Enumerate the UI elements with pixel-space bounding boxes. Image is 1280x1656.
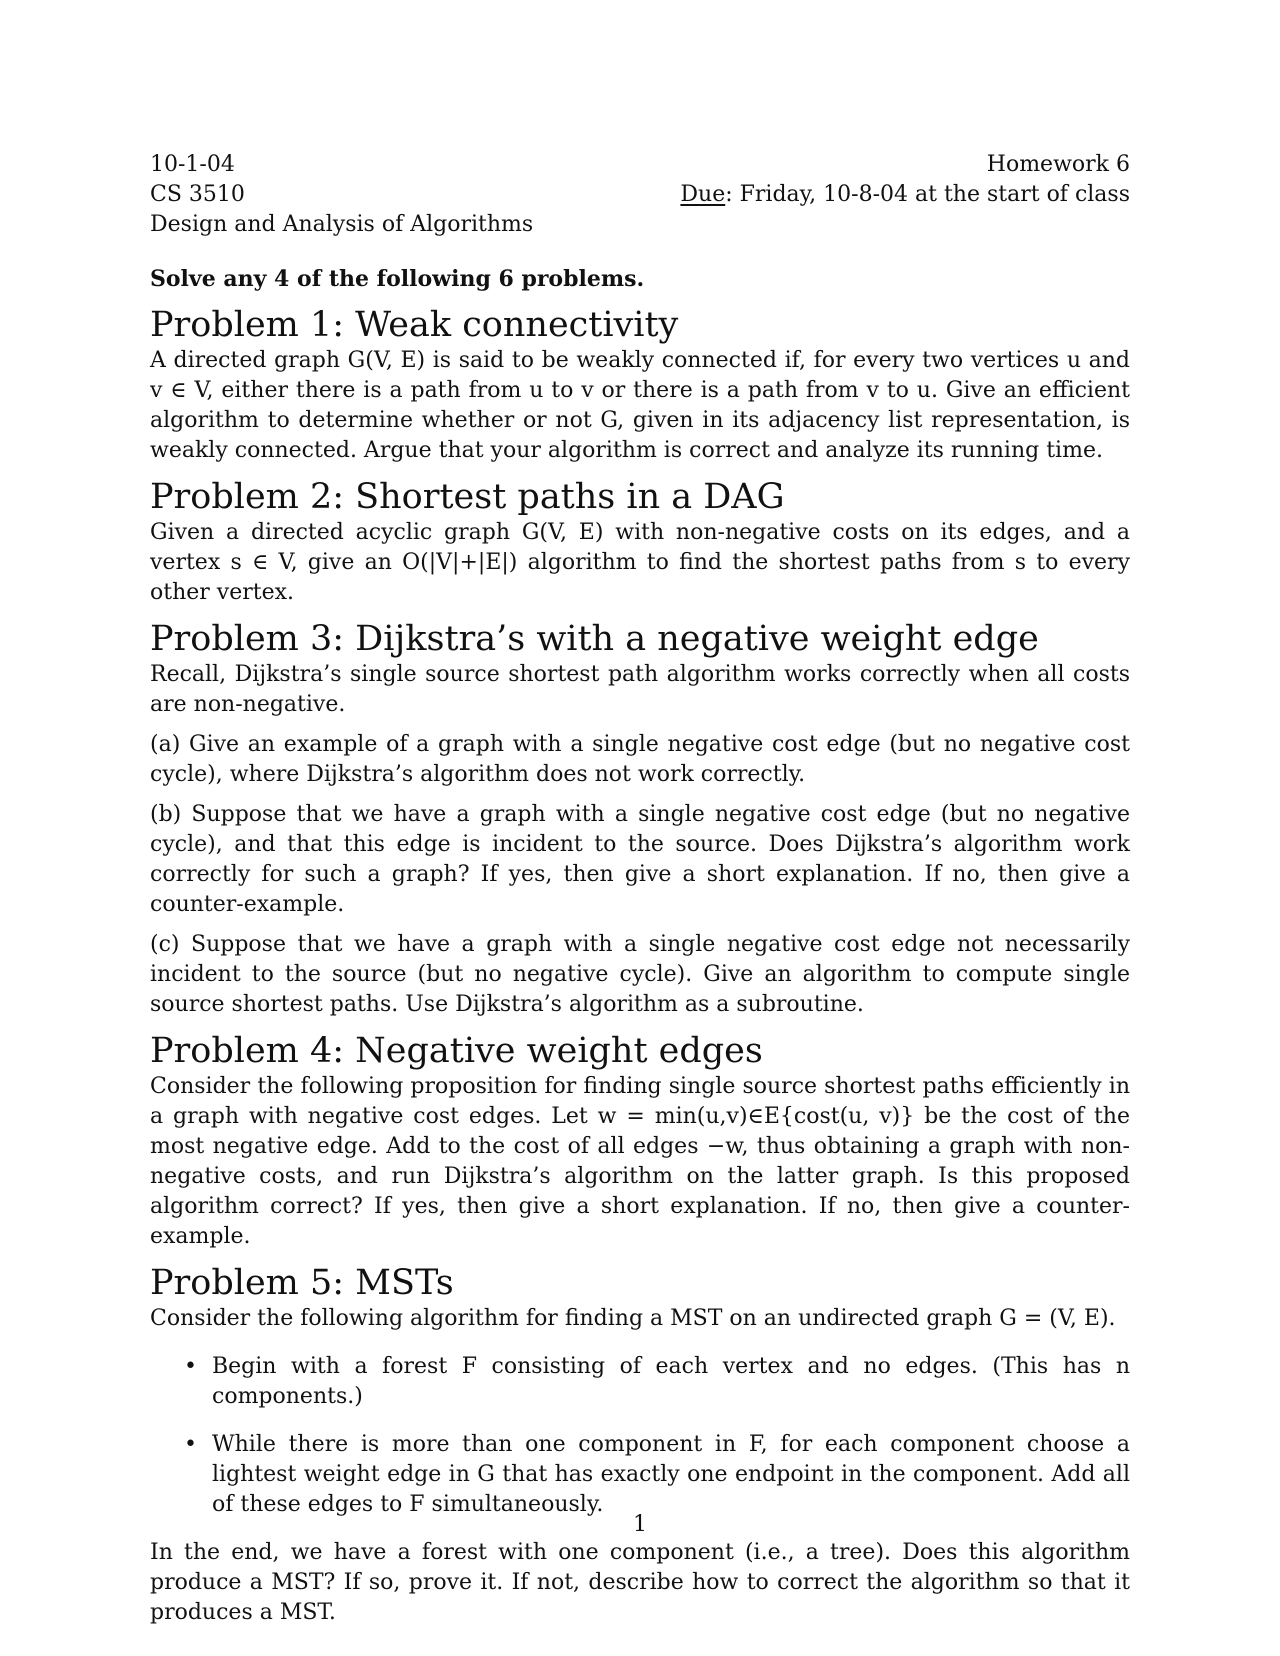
problem-paragraph: Consider the following algorithm for finding a MST on an undirected graph G = (V, E). — [150, 1306, 1116, 1331]
list-item: • While there is more than one component in F, for each component choose a lightest weight edge in G that has exactly one endpoint in the component. Add all of these edges to F simultaneously. — [212, 1430, 1130, 1520]
problem-paragraph: Recall, Dijkstra’s single source shortest path algorithm works correctly when all costs are non-negative. — [150, 662, 1130, 717]
document-page — [150, 150, 1130, 1625]
problem-title: Problem 3: Dijkstra’s with a negative weight edge — [150, 619, 1039, 659]
date: 10-1-04 — [150, 152, 235, 177]
problem-body — [150, 1072, 1130, 1252]
header-left — [150, 150, 533, 240]
problem-title: Problem 2: Shortest paths in a DAG — [150, 477, 785, 517]
problem-paragraph: (c) Suppose that we have a graph with a single negative cost edge not necessarily incident to the source (but no negative cycle). Give an algorithm to compute single source shortest paths. Use Dijkstra’s algorithm as a subroutine. — [150, 932, 1130, 1017]
course-code: CS 3510 — [150, 182, 245, 207]
problem-4 — [150, 1030, 1130, 1252]
bullet-list — [150, 1352, 1130, 1520]
header-right — [680, 150, 1130, 210]
course-title: Design and Analysis of Algorithms — [150, 212, 534, 237]
page-number: 1 — [633, 1512, 647, 1537]
problem-3 — [150, 618, 1130, 1020]
list-item: • Begin with a forest F consisting of each vertex and no edges. (This has n components.) — [212, 1352, 1130, 1412]
problem-title: Problem 4: Negative weight edges — [150, 1031, 763, 1071]
problem-closing-paragraph: In the end, we have a forest with one component (i.e., a tree). Does this algorithm produce a MST? If so, prove it. If not, describe how to correct the algorithm so that it produces a MST. — [150, 1540, 1130, 1625]
header — [150, 150, 1130, 240]
problem-body — [150, 518, 1130, 608]
due-text: : Friday, 10-8-04 at the start of class — [725, 182, 1130, 207]
problem-2 — [150, 476, 1130, 608]
problem-paragraph: Given a directed acyclic graph G(V, E) with non-negative costs on its edges, and a vertex s ∈ V, give an O(|V|+|E|) algorithm to find the shortest paths from s to every other vertex. — [150, 520, 1130, 605]
problem-title: Problem 5: MSTs — [150, 1263, 454, 1303]
problem-body — [150, 1304, 1130, 1628]
problem-5 — [150, 1262, 1130, 1628]
homework-title: Homework 6 — [986, 152, 1130, 177]
problem-paragraph: (b) Suppose that we have a graph with a single negative cost edge (but no negative cycle), and that this edge is incident to the source. Does Dijkstra’s algorithm work correctly for such a graph? If yes, then give a short explanation. If no, then give a counter-example. — [150, 802, 1130, 917]
due-label: Due — [680, 182, 726, 207]
problem-body — [150, 346, 1130, 466]
instruction: Solve any 4 of the following 6 problems. — [150, 266, 645, 292]
problem-paragraph: (a) Give an example of a graph with a single negative cost edge (but no negative cost cycle), where Dijkstra’s algorithm does not work correctly. — [150, 732, 1130, 787]
problem-paragraph: Consider the following proposition for finding single source shortest paths efficiently in a graph with negative cost edges. Let w = min(u,v)∈E{cost(u, v)} be the cost of the most negative edge. Add to the cost of all edges −w, thus obtaining a graph with non-negative costs, and run Dijkstra’s algorithm on the latter graph. Is this proposed algorithm correct? If yes, then give a short explanation. If no, then give a counter-example. — [150, 1074, 1130, 1249]
problem-paragraph: A directed graph G(V, E) is said to be weakly connected if, for every two vertices u and v ∈ V, either there is a path from u to v or there is a path from v to u. Give an efficient algorithm to determine whether or not G, given in its adjacency list representation, is weakly connected. Argue that your algorithm is correct and analyze its running time. — [150, 348, 1130, 463]
due-line — [680, 180, 1130, 210]
problem-title: Problem 1: Weak connectivity — [150, 305, 679, 345]
problem-body — [150, 660, 1130, 1020]
problem-1 — [150, 304, 1130, 466]
